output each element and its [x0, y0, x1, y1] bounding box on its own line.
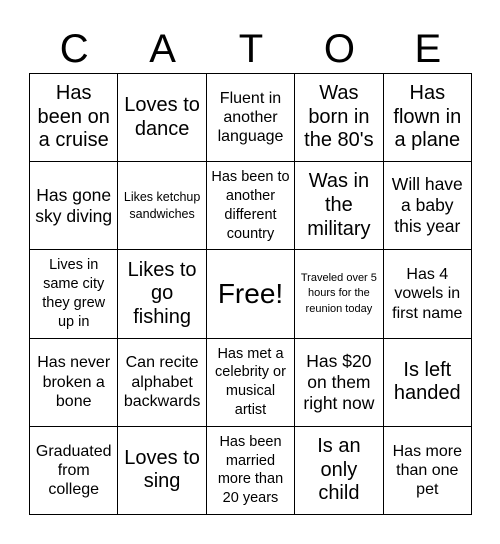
bingo-cell-r3c2[interactable] [118, 250, 206, 338]
cell-text: Was born in the 80's [304, 82, 374, 152]
cell-text: Has 4 vowels in first name [392, 266, 463, 322]
bingo-cell-r2c5[interactable] [384, 162, 472, 250]
bingo-cell-r1c1[interactable] [30, 74, 118, 162]
bingo-cell-r5c1[interactable] [30, 427, 118, 515]
cell-text: Will have a baby this year [391, 174, 463, 237]
cell-text: Is an only child [317, 435, 361, 505]
bingo-cell-r2c4[interactable] [295, 162, 383, 250]
cell-text: Can recite alphabet backwards [123, 354, 201, 410]
cell-text: Has $20 on them right now [303, 350, 375, 413]
bingo-cell-r3c4[interactable] [295, 250, 383, 338]
cell-text: Has flown in a plane [393, 82, 462, 152]
bingo-cell-r2c3[interactable] [207, 162, 295, 250]
cell-text: Loves to sing [124, 446, 200, 493]
cell-text: Loves to dance [124, 94, 200, 140]
bingo-cell-r4c2[interactable] [118, 339, 206, 427]
cell-text: Is left handed [393, 358, 461, 405]
cell-text: Has been married more than 20 years [217, 433, 284, 507]
bingo-header [30, 24, 472, 74]
cell-text: Has gone sky diving [35, 184, 113, 226]
bingo-cell-r4c1[interactable] [30, 339, 118, 427]
free-space-text: Free! [217, 277, 284, 309]
bingo-cell-r5c2[interactable] [118, 427, 206, 515]
bingo-cell-r5c4[interactable] [295, 427, 383, 515]
header-letter-1: C [59, 27, 89, 71]
cell-text: Has never broken a bone [37, 354, 111, 410]
bingo-cell-r4c5[interactable] [384, 339, 472, 427]
cell-text: Has been on a cruise [37, 82, 110, 152]
bingo-cell-r5c3[interactable] [207, 427, 295, 515]
header-letter-3: T [238, 27, 264, 71]
header-letter-4: O [323, 27, 355, 71]
header-letter-2: A [149, 27, 176, 71]
bingo-grid [29, 73, 472, 515]
cell-text: Graduated from college [35, 442, 112, 498]
bingo-cell-r5c5[interactable] [384, 427, 472, 515]
cell-text: Was in the military [307, 170, 371, 240]
bingo-cell-r2c2[interactable] [118, 162, 206, 250]
bingo-cell-r3c1[interactable] [30, 250, 118, 338]
bingo-cell-r4c4[interactable] [295, 339, 383, 427]
cell-text: Likes ketchup sandwiches [123, 189, 201, 221]
cell-text: Likes to go fishing [127, 258, 197, 328]
bingo-cell-free-space[interactable] [207, 250, 295, 338]
bingo-cell-r3c5[interactable] [384, 250, 472, 338]
bingo-cell-r4c3[interactable] [207, 339, 295, 427]
cell-text: Traveled over 5 hours for the reunion today [300, 271, 377, 315]
bingo-cell-r1c2[interactable] [118, 74, 206, 162]
cell-text: Fluent in another language [217, 89, 284, 146]
bingo-cell-r1c3[interactable] [207, 74, 295, 162]
bingo-cell-r1c5[interactable] [384, 74, 472, 162]
cell-text: Has met a celebrity or musical artist [215, 345, 286, 419]
cell-text: Has been to another different country [211, 169, 290, 242]
cell-text: Lives in same city they grew up in [42, 257, 106, 330]
header-letter-5: E [414, 27, 442, 71]
cell-text: Has more than one pet [392, 442, 462, 498]
bingo-cell-r2c1[interactable] [30, 162, 118, 250]
bingo-cell-r1c4[interactable] [295, 74, 383, 162]
